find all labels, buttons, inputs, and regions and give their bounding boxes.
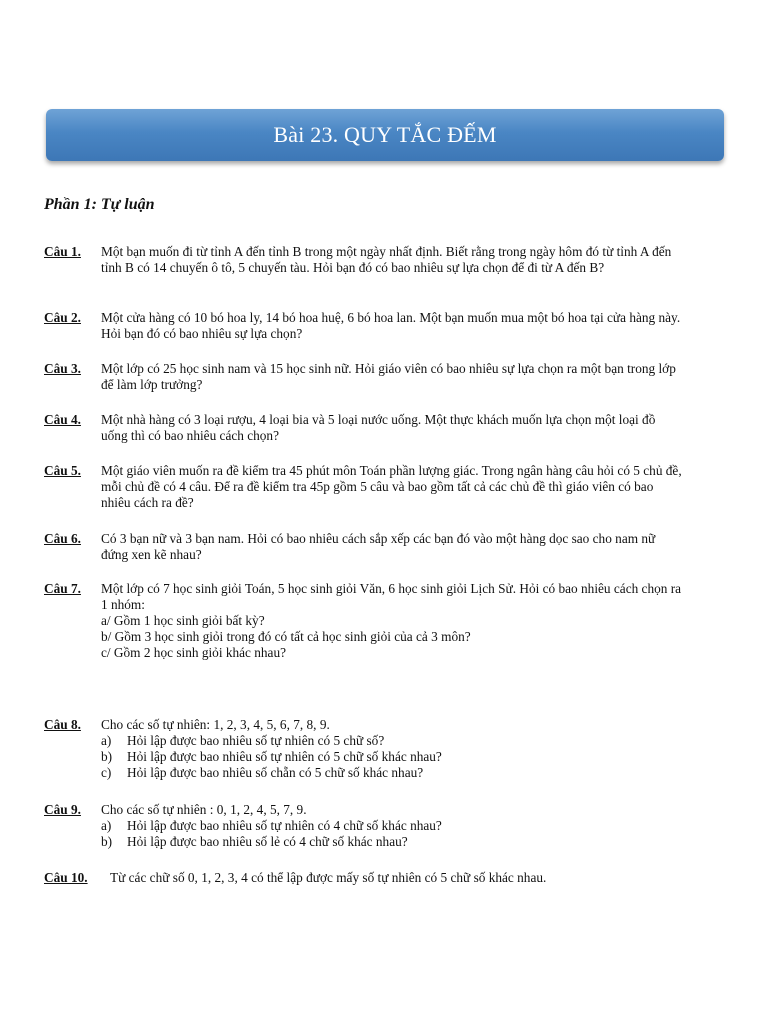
item-text: Hỏi lập được bao nhiêu số tự nhiên có 4 chữ số khác nhau? <box>127 818 442 833</box>
question-1 <box>44 244 684 276</box>
question-text: Một lớp có 7 học sinh giỏi Toán, 5 học sinh giỏi Văn, 6 học sinh giỏi Lịch Sử. Hỏi có bao nhiêu cách chọn ra 1 nhóm: <box>101 581 682 612</box>
question-text: Cho các số tự nhiên: 1, 2, 3, 4, 5, 6, 7, 8, 9. <box>101 717 330 732</box>
question-label: Câu 2. <box>44 310 81 325</box>
question-label: Câu 9. <box>44 802 81 817</box>
question-text: Một bạn muốn đi từ tỉnh A đến tỉnh B trong một ngày nhất định. Biết rằng trong ngày hôm đó từ tỉnh A đến tỉnh B có 14 chuyến ô tô, 5 chuyến tàu. Hỏi bạn đó có bao nhiêu sự lựa chọn để đi từ A đến B? <box>101 244 672 275</box>
list-item <box>101 733 684 749</box>
item-text: Hỏi lập được bao nhiêu số chẵn có 5 chữ số khác nhau? <box>127 765 424 780</box>
question-label: Câu 1. <box>44 244 81 259</box>
question-5 <box>44 463 684 511</box>
question-label: Câu 4. <box>44 412 81 427</box>
question-6 <box>44 531 684 563</box>
item-marker: b) <box>101 834 113 849</box>
question-text: Một nhà hàng có 3 loại rượu, 4 loại bia và 5 loại nước uống. Một thực khách muốn lựa chọn một loại đồ uống thì có bao nhiêu cách chọn? <box>101 412 656 443</box>
item-text: Hỏi lập được bao nhiêu số lẻ có 4 chữ số khác nhau? <box>127 834 408 849</box>
question-label: Câu 7. <box>44 581 81 596</box>
question-4 <box>44 412 684 444</box>
page-title: Bài 23. QUY TẮC ĐẾM <box>273 122 497 147</box>
list-item <box>101 818 684 834</box>
item-marker: c) <box>101 765 112 780</box>
question-label: Câu 10. <box>44 870 88 885</box>
item-marker: b) <box>101 749 113 764</box>
question-10 <box>44 870 684 886</box>
title-banner <box>46 109 724 161</box>
question-label: Câu 8. <box>44 717 81 732</box>
sub-question-list <box>101 733 684 781</box>
sub-question-c: c/ Gồm 2 học sinh giỏi khác nhau? <box>101 645 287 660</box>
sub-question-a: a/ Gồm 1 học sinh giỏi bất kỳ? <box>101 613 265 628</box>
question-label: Câu 5. <box>44 463 81 478</box>
question-label: Câu 3. <box>44 361 81 376</box>
question-text: Có 3 bạn nữ và 3 bạn nam. Hỏi có bao nhiêu cách sắp xếp các bạn đó vào một hàng dọc sao cho nam nữ đứng xen kẽ nhau? <box>101 531 656 562</box>
question-text: Một cửa hàng có 10 bó hoa ly, 14 bó hoa huệ, 6 bó hoa lan. Một bạn muốn mua một bó hoa tại cửa hàng này. Hỏi bạn đó có bao nhiêu sự lựa chọn? <box>101 310 681 341</box>
item-marker: a) <box>101 733 112 748</box>
question-text: Một lớp có 25 học sinh nam và 15 học sinh nữ. Hỏi giáo viên có bao nhiêu sự lựa chọn ra một bạn trong lớp để làm lớp trưởng? <box>101 361 676 392</box>
question-9 <box>44 802 684 850</box>
question-3 <box>44 361 684 393</box>
sub-question-b: b/ Gồm 3 học sinh giỏi trong đó có tất cả học sinh giỏi của cả 3 môn? <box>101 629 471 644</box>
question-text: Cho các số tự nhiên : 0, 1, 2, 4, 5, 7, 9. <box>101 802 307 817</box>
section-title: Phần 1: Tự luận <box>44 196 155 213</box>
question-text: Một giáo viên muốn ra đề kiểm tra 45 phút môn Toán phần lượng giác. Trong ngân hàng câu hỏi có 5 chủ đề, mỗi chủ đề có 4 câu. Để ra đề kiểm tra 45p gồm 5 câu và bao gồm tất cả các chủ đề thì giáo viên có bao nhiêu cách ra đề? <box>101 463 682 510</box>
list-item <box>101 749 684 765</box>
list-item <box>101 834 684 850</box>
question-text: Từ các chữ số 0, 1, 2, 3, 4 có thể lập được mấy số tự nhiên có 5 chữ số khác nhau. <box>110 870 547 885</box>
question-8 <box>44 717 684 781</box>
sub-question-list <box>101 818 684 850</box>
item-text: Hỏi lập được bao nhiêu số tự nhiên có 5 chữ số khác nhau? <box>127 749 442 764</box>
question-7 <box>44 581 684 661</box>
item-text: Hỏi lập được bao nhiêu số tự nhiên có 5 chữ số? <box>127 733 385 748</box>
question-label: Câu 6. <box>44 531 81 546</box>
question-2 <box>44 310 684 342</box>
list-item <box>101 765 684 781</box>
item-marker: a) <box>101 818 112 833</box>
